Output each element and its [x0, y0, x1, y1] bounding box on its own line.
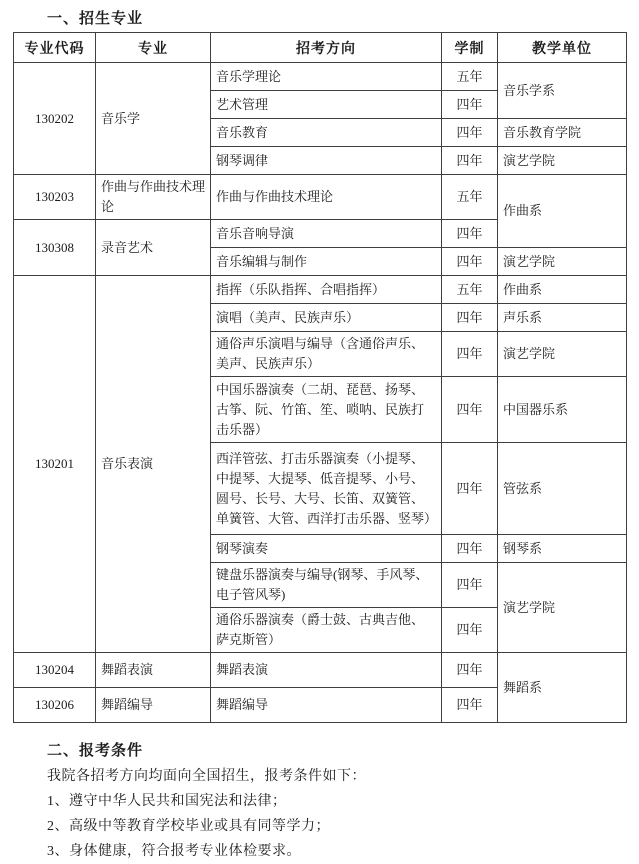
cell-major: 音乐表演 — [96, 276, 211, 653]
condition-item-3: 3、身体健康，符合报考专业体检要求。 — [47, 844, 301, 859]
cell-teaching-unit: 声乐系 — [498, 304, 627, 332]
cell-major-code: 130203 — [14, 175, 96, 220]
cell-duration: 四年 — [442, 304, 498, 332]
cell-duration: 五年 — [442, 276, 498, 304]
cell-duration: 四年 — [442, 688, 498, 723]
cell-duration: 四年 — [442, 147, 498, 175]
cell-major: 音乐学 — [96, 63, 211, 175]
cell-direction: 中国乐器演奏（二胡、琵琶、扬琴、古筝、阮、竹笛、笙、唢呐、民族打击乐器） — [211, 377, 442, 443]
cell-teaching-unit: 音乐教育学院 — [498, 119, 627, 147]
cell-teaching-unit: 作曲系 — [498, 276, 627, 304]
cell-duration: 四年 — [442, 653, 498, 688]
cell-direction: 音乐音响导演 — [211, 220, 442, 248]
cell-teaching-unit: 管弦系 — [498, 443, 627, 535]
cell-direction: 作曲与作曲技术理论 — [211, 175, 442, 220]
header-major: 专业 — [96, 33, 211, 63]
condition-item-2: 2、高级中等教育学校毕业或具有同等学力； — [47, 819, 330, 834]
cell-duration: 四年 — [442, 248, 498, 276]
cell-teaching-unit: 演艺学院 — [498, 332, 627, 377]
cell-duration: 四年 — [442, 220, 498, 248]
cell-teaching-unit: 演艺学院 — [498, 147, 627, 175]
cell-teaching-unit: 演艺学院 — [498, 563, 627, 653]
cell-major: 作曲与作曲技术理论 — [96, 175, 211, 220]
cell-direction: 音乐教育 — [211, 119, 442, 147]
cell-major-code: 130204 — [14, 653, 96, 688]
cell-teaching-unit: 作曲系 — [498, 175, 627, 248]
cell-duration: 四年 — [442, 119, 498, 147]
cell-major: 录音艺术 — [96, 220, 211, 276]
cell-teaching-unit: 中国器乐系 — [498, 377, 627, 443]
cell-teaching-unit: 演艺学院 — [498, 248, 627, 276]
condition-item-1: 1、遵守中华人民共和国宪法和法律； — [47, 794, 287, 809]
cell-direction: 艺术管理 — [211, 91, 442, 119]
cell-teaching-unit: 音乐学系 — [498, 63, 627, 119]
header-teaching-unit: 教学单位 — [498, 33, 627, 63]
cell-direction: 钢琴演奏 — [211, 535, 442, 563]
table-header-row — [14, 33, 627, 63]
cell-duration: 四年 — [442, 563, 498, 608]
cell-direction: 音乐学理论 — [211, 63, 442, 91]
cell-duration: 四年 — [442, 443, 498, 535]
cell-major: 舞蹈编导 — [96, 688, 211, 723]
table-row — [14, 276, 627, 304]
cell-direction: 通俗乐器演奏（爵士鼓、古典吉他、萨克斯管） — [211, 608, 442, 653]
cell-direction: 舞蹈表演 — [211, 653, 442, 688]
cell-major-code: 130201 — [14, 276, 96, 653]
cell-duration: 五年 — [442, 175, 498, 220]
cell-duration: 四年 — [442, 91, 498, 119]
cell-major-code: 130202 — [14, 63, 96, 175]
conditions-intro: 我院各招考方向均面向全国招生，报考条件如下： — [47, 769, 366, 784]
cell-major-code: 130308 — [14, 220, 96, 276]
cell-duration: 四年 — [442, 608, 498, 653]
cell-direction: 舞蹈编导 — [211, 688, 442, 723]
table-row — [14, 653, 627, 688]
cell-direction: 键盘乐器演奏与编导(钢琴、手风琴、电子管风琴) — [211, 563, 442, 608]
cell-direction: 西洋管弦、打击乐器演奏（小提琴、中提琴、大提琴、低音提琴、小号、圆号、长号、大号、长笛、双簧管、单簧管、大管、西洋打击乐器、竖琴） — [211, 443, 442, 535]
cell-duration: 五年 — [442, 63, 498, 91]
table-row — [14, 175, 627, 220]
cell-direction: 指挥（乐队指挥、合唱指挥） — [211, 276, 442, 304]
cell-direction: 音乐编辑与制作 — [211, 248, 442, 276]
cell-direction: 钢琴调律 — [211, 147, 442, 175]
header-direction: 招考方向 — [211, 33, 442, 63]
cell-duration: 四年 — [442, 535, 498, 563]
cell-direction: 演唱（美声、民族声乐） — [211, 304, 442, 332]
table-row — [14, 63, 627, 91]
enrollment-table — [13, 32, 627, 723]
cell-teaching-unit: 钢琴系 — [498, 535, 627, 563]
cell-duration: 四年 — [442, 332, 498, 377]
cell-major: 舞蹈表演 — [96, 653, 211, 688]
cell-teaching-unit: 舞蹈系 — [498, 653, 627, 723]
header-major-code: 专业代码 — [14, 33, 96, 63]
header-duration: 学制 — [442, 33, 498, 63]
cell-duration: 四年 — [442, 377, 498, 443]
section-enrollment-title: 一、招生专业 — [47, 11, 144, 27]
conditions-section — [0, 764, 639, 864]
cell-major-code: 130206 — [14, 688, 96, 723]
section-conditions-title: 二、报考条件 — [47, 743, 144, 759]
cell-direction: 通俗声乐演唱与编导（含通俗声乐、美声、民族声乐） — [211, 332, 442, 377]
